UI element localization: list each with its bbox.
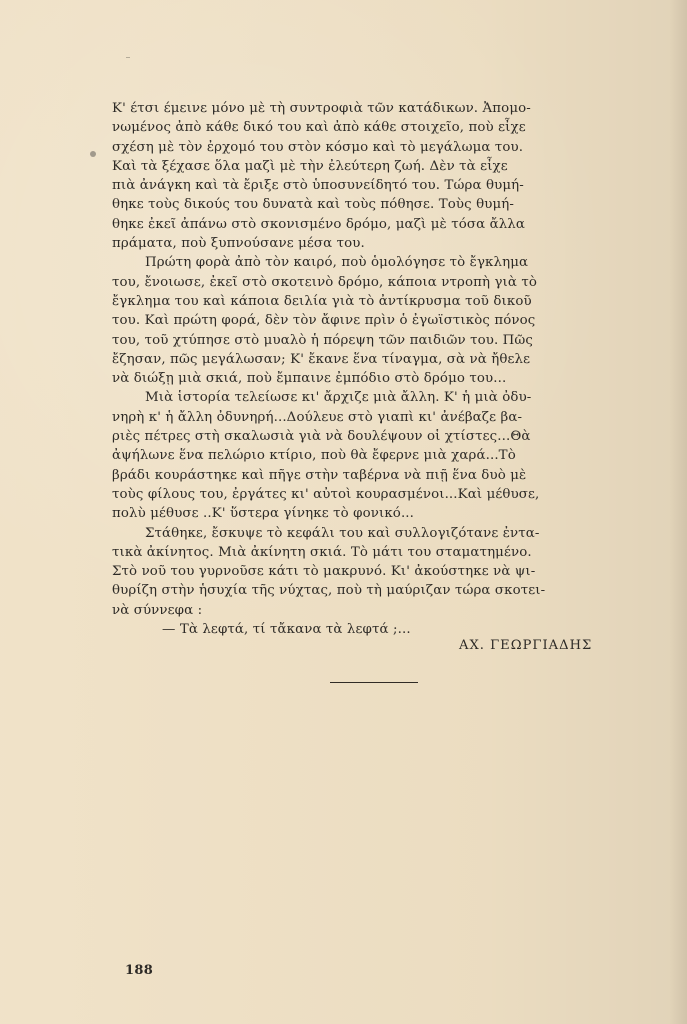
page-number: 188 <box>125 963 154 978</box>
ink-spot <box>90 151 96 157</box>
story-line: του. Καὶ πρώτη φορά, δὲν τὸν ἄφινε πρὶν ὁ ἐγωϊστικὸς πόνος <box>112 313 536 329</box>
story-line: Καὶ τὰ ξέχασε ὅλα μαζὶ μὲ τὴν ἐλεύτερη ζωή. Δὲν τὰ εἶχε <box>112 158 508 174</box>
story-line: Μιὰ ἱστορία τελείωσε κι' ἄρχιζε μιὰ ἄλλη. Κ' ἡ μιὰ ὀδυ- <box>145 390 532 406</box>
story-line: σχέση μὲ τὸν ἐρχομό του στὸν κόσμο καὶ τὸ μεγάλωμα του. <box>112 139 524 155</box>
section-rule <box>330 682 418 683</box>
story-line: βράδι κουράστηκε καὶ πῆγε στὴν ταβέρνα νὰ πιῇ ἕνα δυὸ μὲ <box>112 467 527 483</box>
story-line: νὰ σύννεφα : <box>112 602 203 618</box>
story-line: Κ' έτσι έμεινε μόνο μὲ τὴ συντροφιὰ τῶν κατάδικων. Ἀπομο- <box>112 101 531 116</box>
story-line: — Τὰ λεφτά, τί τἄκανα τὰ λεφτά ;... <box>162 622 411 638</box>
story-line: πράματα, ποὺ ξυπνούσανε μέσα του. <box>112 236 365 252</box>
story-line: θηκε ἐκεῖ ἀπάνω στὸ σκονισμένο δρόμο, μαζὶ μὲ τόσα ἄλλα <box>112 216 525 232</box>
story-line: θηκε τοὺς δικούς του δυνατὰ καὶ τοὺς πόθησε. Τοὺς θυμή- <box>112 197 514 213</box>
author-name: ΑΧ. ΓΕΩΡΓΙΑΔΗΣ <box>459 638 593 653</box>
story-line: τικὰ ἀκίνητος. Μιὰ ἀκίνητη σκιά. Τὸ μάτι του σταματημένο. <box>112 544 532 560</box>
story-line: ριὲς πέτρες στὴ σκαλωσιὰ γιὰ νὰ δουλέψουν οἱ χτίστες...Θὰ <box>112 429 531 445</box>
story-line: του, τοῦ χτύπησε στὸ μυαλὸ ἡ πόρεψη τῶν παιδιῶν του. Πῶς <box>112 332 534 348</box>
story-line: του, ἔνοιωσε, ἐκεῖ στὸ σκοτεινὸ δρόμο, κάποια ντροπὴ γιὰ τὸ <box>112 274 538 290</box>
story-line: Πρώτη φορὰ ἀπὸ τὸν καιρό, ποὺ ὁμολόγησε τὸ ἔγκλημα <box>145 255 529 271</box>
story-line: νὰ διώξῃ μιὰ σκιά, ποὺ ἔμπαινε ἐμπόδιο στὸ δρόμο του... <box>112 371 507 387</box>
story-line: Στάθηκε, ἔσκυψε τὸ κεφάλι του καὶ συλλογιζότανε ἐντα- <box>145 525 540 541</box>
story-line: θυρίζη στὴν ἡσυχία τῆς νύχτας, ποὺ τὴ μαύριζαν τώρα σκοτει- <box>112 583 546 599</box>
page-edge-shadow <box>669 0 687 1024</box>
story-line: ἀψήλωνε ἕνα πελώριο κτίριο, ποὺ θὰ ἔφερνε μιὰ χαρά...Τὸ <box>112 448 516 464</box>
paper-speck <box>126 57 130 58</box>
story-line: Στὸ νοῦ του γυρνοῦσε κάτι τὸ μακρυνό. Κι' ἀκούστηκε νὰ ψι- <box>112 564 536 580</box>
story-line: νηρὴ κ' ἡ ἄλλη ὀδυνηρή...Δούλευε στὸ γιαπὶ κι' ἀνέβαζε βα- <box>112 409 523 425</box>
story-line: πολὺ μέθυσε ..Κ' ὕστερα γίνηκε τὸ φονικό... <box>112 506 415 522</box>
story-line: ἔγκλημα του καὶ κάποια δειλία γιὰ τὸ ἀντίκρυσμα τοῦ δικοῦ <box>112 293 532 309</box>
story-line: πιὰ ἀνάγκη καὶ τὰ ἔριξε στὸ ὑποσυνείδητό του. Τώρα θυμή- <box>112 178 524 194</box>
story-line: τοὺς φίλους του, ἐργάτες κι' αὐτοὶ κουρασμένοι...Καὶ μέθυσε, <box>112 486 540 502</box>
story-line: νωμένος ἀπὸ κάθε δικό του καὶ ἀπὸ κάθε στοιχεῖο, ποὺ εἶχε <box>112 120 526 136</box>
story-text-block <box>112 99 624 639</box>
story-line: ἔζησαν, πῶς μεγάλωσαν; Κ' ἔκανε ἕνα τίναγμα, σὰ νὰ ἤθελε <box>112 351 531 367</box>
